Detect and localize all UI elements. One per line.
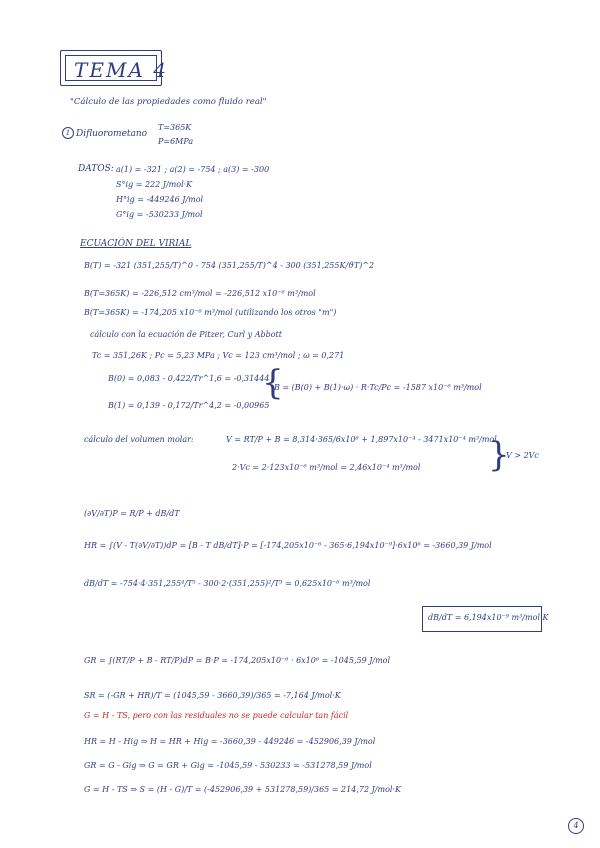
gr-equation: GR = ∫(RT/P + B - RT/P)dP = B·P = -174,205x10⁻⁶ · 6x10⁶ = -1045,59 J/mol: [84, 656, 391, 665]
brace-right: }: [488, 435, 510, 475]
page-title: TEMA 4: [74, 58, 168, 82]
volume-comparison: V > 2Vc: [506, 451, 539, 460]
compound-name: Difluorometano: [76, 129, 148, 139]
s-equation: G = H - TS ⇒ S = (H - G)/T = (-452906,39 + 531278,59)/365 = 214,72 J/mol·K: [84, 785, 401, 794]
hr-equation: HR = ∫(V - T(∂V/∂T))dP = [B - T dB/dT]·P = [-174,205x10⁻⁶ - 365·6,194x10⁻⁹]·6x10⁶ = -3660,39 J/mol: [84, 541, 492, 550]
pitzer-note: cálculo con la ecuación de Pitzer, Curl y Abbott: [90, 330, 282, 339]
pressure-condition: P=6MPa: [158, 137, 194, 146]
brace-left: {: [262, 363, 284, 403]
b-result: B = (B(0) + B(1)·ω) · R·Tc/Pc = -1587 x10⁻⁶ m³/mol: [274, 383, 482, 392]
datos-h-ig: H°ig = -449246 J/mol: [116, 195, 204, 204]
datos-label: DATOS:: [78, 164, 114, 174]
virial-heading: ECUACIÓN DEL VIRIAL: [80, 239, 192, 249]
h-equation: HR = H - Hig ⇒ H = HR + Hig = -3660,39 - 449246 = -452906,39 J/mol: [84, 737, 376, 746]
volume-equation: V = RT/P + B = 8,314·365/6x10⁶ + 1,897x10⁻⁴ - 3471x10⁻⁴ m³/mol: [226, 435, 497, 444]
datos-coefficients: a(1) = -321 ; a(2) = -754 ; a(3) = -300: [116, 165, 270, 174]
temperature-condition: T=365K: [158, 123, 192, 132]
problem-number: 1: [62, 127, 74, 139]
critical-properties: Tc = 351,26K ; Pc = 5,23 MPa ; Vc = 123 cm³/mol ; ω = 0,271: [92, 351, 345, 360]
sr-equation: SR = (-GR + HR)/T = (1045,59 - 3660,39)/365 = -7,164 J/mol·K: [84, 691, 341, 700]
datos-g-ig: G°ig = -530233 J/mol: [116, 210, 203, 219]
g-equation: GR = G - Gig ⇒ G = GR + Gig = -1045,59 - 530233 = -531278,59 J/mol: [84, 761, 372, 770]
page-number: 4: [568, 818, 584, 834]
dvdt-equation: (∂V/∂T)P = R/P + dB/dT: [84, 509, 180, 518]
b-365: B(T=365K) = -226,512 cm³/mol = -226,512 x10⁻⁶ m³/mol: [84, 289, 316, 298]
subtitle: "Cálculo de las propiedades como fluido real": [70, 97, 267, 107]
red-note: G = H - TS, pero con las residuales no se puede calcular tan fácil: [84, 711, 349, 720]
b1-equation: B(1) = 0,139 - 0,172/Tr^4,2 = -0,00965: [108, 401, 270, 410]
two-vc: 2·Vc = 2·123x10⁻⁶ m³/mol = 2,46x10⁻⁴ m³/mol: [232, 463, 421, 472]
dbdt-equation-2: dB/dT = 6,194x10⁻⁹ m³/mol·K: [428, 613, 549, 622]
b0-equation: B(0) = 0,083 - 0,422/Tr^1,6 = -0,31444: [108, 374, 270, 383]
b-365-alt: B(T=365K) = -174,205 x10⁻⁶ m³/mol (utilizando los otros "m"): [84, 308, 337, 317]
volume-label: cálculo del volumen molar:: [84, 435, 194, 444]
dbdt-equation-1: dB/dT = -754·4·351,255⁴/T⁵ - 300·2·(351,255)²/T³ = 0,625x10⁻⁶ m³/mol: [84, 579, 371, 588]
datos-s-ig: S°ig = 222 J/mol·K: [116, 180, 193, 189]
bt-formula: B(T) = -321 (351,255/T)^0 - 754 (351,255/T)^4 - 300 (351,255K/ϑT)^2: [84, 261, 375, 270]
